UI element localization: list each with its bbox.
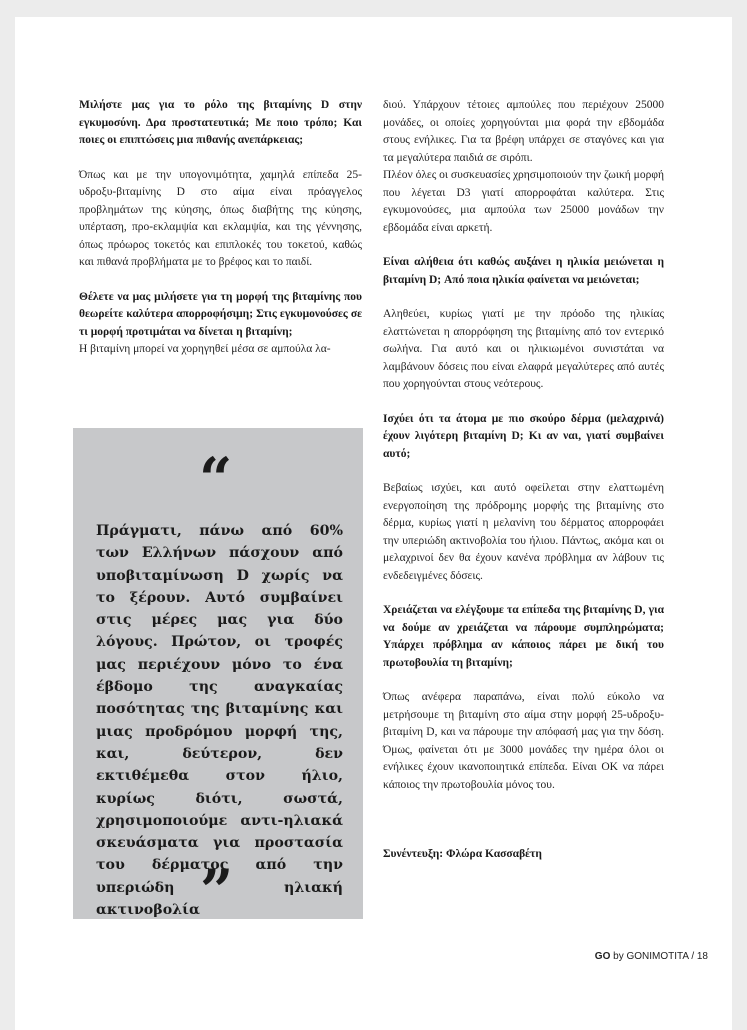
question-4: Ισχύει ότι τα άτομα με πιο σκούρο δέρμα (μελαχρινά) έχουν λιγότερη βιταμίνη D; Κι αν ναι, γιατί συμβαίνει αυτό; — [383, 412, 664, 460]
answer-3: Αληθεύει, κυρίως γιατί με την πρόοδο της ηλικίας ελαττώνεται η απορρόφηση της βιταμίνης από τον εντερικό σωλήνα. Για αυτό και οι ηλικιωμένοι συνιστάται να λαμβάνουν δόσεις που είναι ελαφρά μεγαλύτερες από αυτές που χορηγούνται στους νεότερους. — [383, 308, 664, 390]
pull-quote-text: Πράγματι, πάνω από 60% των Ελλήνων πάσχουν από υποβιταμίνωση D χωρίς να το ξέρουν. Αυτό συμβαίνει στις μέρες μας για δύο λόγους. Πρώτον, οι τροφές μας περιέχουν μόνο το ένα έβδομο της αναγκαίας ποσότητας της βιταμίνης και μιας προδρόμου μορφή της, και, δεύτερον, δεν εκτιθέμεθα στον ήλιο, κυρίως διότι, σωστά, χρησιμοποιούμε αντι-ηλιακά σκευάσματα για προστασία του δέρματος από την υπεριώδη ηλιακή ακτινοβολία — [96, 523, 343, 919]
footer-brand: GO — [594, 951, 611, 962]
interview-credit: Συνέντευξη: Φλώρα Κασσαβέτη — [383, 848, 542, 860]
answer-1: Όπως και με την υπογονιμότητα, χαμηλά επίπεδα 25-υδροξυ-βιταμίνης D στο αίμα είναι πρόαγγελος προβλημάτων της κύησης, όπως διαβήτης της κύησης, υπέρταση, προ-εκλαμψία και εκλαμψία, και της γέννησης, όπως πρόωρος τοκετός και επιπλοκές του τοκετού, καθώς και πιθανά προβλήματα με το βρέφος και το παιδί. — [79, 168, 362, 268]
answer-2-start: Η βιταμίνη μπορεί να χορηγηθεί μέσα σε αμπούλα λα- — [79, 343, 331, 355]
answer-2-continued: διού. Υπάρχουν τέτοιες αμπούλες που περιέχουν 25000 μονάδες, οι οποίες χορηγούνται μια φορά την εβδομάδα στους ενήλικες. Για τα βρέφη υπάρχει σε σταγόνες και για τα μεγαλύτερα παιδιά σε σιρόπι. — [383, 99, 664, 164]
question-3: Είναι αλήθεια ότι καθώς αυξάνει η ηλικία μειώνεται η βιταμίνη D; Από ποια ηλικία φαίνεται να μειώνεται; — [383, 256, 664, 286]
right-column — [383, 97, 664, 864]
question-2: Θέλετε να μας μιλήσετε για τη μορφή της βιταμίνης που θεωρείτε καλύτερα απορροφήσιμη; Στις εγκυμονούσες σε τι μορφή προτιμάται να δίνεται η βιταμίνη; — [79, 290, 362, 338]
question-1: Μιλήστε μας για το ρόλο της βιταμίνης D στην εγκυμοσύνη. Δρα προστατευτικά; Με ποιο τρόπο; Και ποιες οι επιπτώσεις μια πιθανής ανεπάρκειας; — [79, 99, 362, 146]
answer-5: Όπως ανέφερα παραπάνω, είναι πολύ εύκολο να μετρήσουμε τη βιταμίνη στο αίμα στην μορφή 25-υδροξυ-βιταμίνη D, και να πάρουμε την απόφασή μας για την δόση. Όμως, φαίνεται ότι με 3000 μονάδες την ημέρα όλοι οι ενήλικες έχουν ικανοποιητικά επίπεδα. Είναι OK να πάρει κάποιος την πρωτοβουλία μόνος του. — [383, 691, 664, 791]
page-footer — [595, 951, 708, 962]
footer-publication: GONIMOTITA — [626, 951, 689, 962]
pull-quote-box — [73, 428, 363, 925]
left-column — [79, 97, 362, 359]
magazine-page — [15, 17, 732, 1030]
question-5: Χρειάζεται να ελέγξουμε τα επίπεδα της βιταμίνης D, για να δούμε αν χρειάζεται να πάρουμε συμπληρώματα; Υπάρχει πρόβλημα αν κάποιος πάρει με δική του πρωτοβουλία τη βιταμίνη; — [383, 604, 664, 669]
close-quote-icon: ” — [200, 857, 234, 925]
answer-4: Βεβαίως ισχύει, και αυτό οφείλεται στην ελαττωμένη ενεργοποίηση της πρόδρομης μορφής της βιταμίνης στο δέρμα, κυρίως γιατί η μελανίνη του δέρματος απορροφάει την υπεριώδη ακτινοβολία του ήλιου. Πάντως, ακόμα και οι μελαχρινοί δεν θα έχουν κανένα πρόβλημα αν λάβουν τις ενδεδειγμένες δόσεις. — [383, 482, 664, 582]
answer-2-continued-2: Πλέον όλες οι συσκευασίες χρησιμοποιούν την ζωική μορφή που λέγεται D3 γιατί απορροφάται καλύτερα. Στις εγκυμονούσες, μια αμπούλα των 25000 μονάδων την εβδομάδα είναι αρκετή. — [383, 169, 664, 234]
open-quote-icon: “ — [199, 445, 233, 513]
footer-by: by — [613, 951, 624, 962]
page-number: / 18 — [691, 951, 708, 962]
